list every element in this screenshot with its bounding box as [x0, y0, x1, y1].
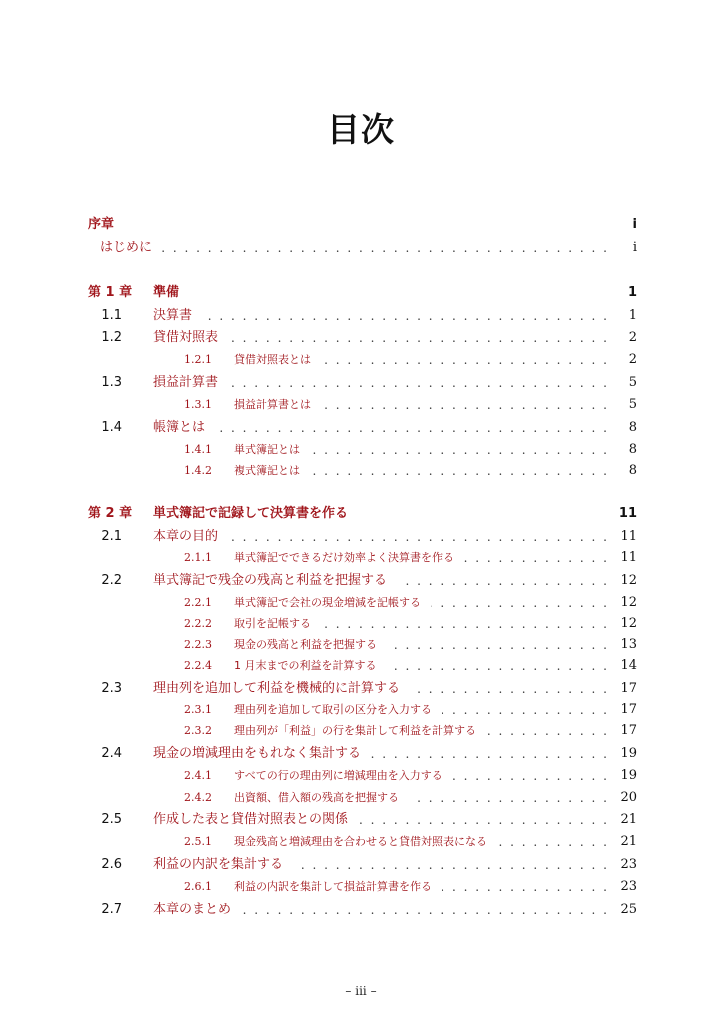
toc-entry-label: 単式簿記でできるだけ効率よく決算書を作る: [234, 551, 454, 564]
toc-dot-leader: [397, 571, 607, 591]
toc-entry-label: 本章のまとめ: [153, 902, 232, 917]
toc-entry-label: 決算書: [153, 308, 193, 323]
toc-entry-label: 序章: [88, 217, 115, 232]
toc-entry-label: 損益計算書: [153, 375, 219, 390]
toc-entry-section[interactable]: [0, 418, 722, 438]
toc-dot-leader: [464, 548, 607, 568]
toc-entry-subsection[interactable]: [0, 635, 722, 655]
toc-entry-label: 現金の残高と利益を把握する: [234, 638, 377, 651]
toc-entry-label: はじめに: [100, 240, 153, 255]
toc-entry-label: 単式簿記で記録して決算書を作る: [153, 506, 349, 521]
toc-entry-label: 損益計算書とは: [234, 398, 311, 411]
toc-dot-leader: [497, 832, 607, 852]
toc-entry-section[interactable]: [0, 306, 722, 326]
toc-dot-leader: [371, 744, 607, 764]
toc-entry-number: 2.3.2: [184, 724, 212, 737]
toc-dot-leader: [241, 900, 607, 920]
toc-entry-number: 2.2.1: [184, 596, 212, 609]
toc-entry-label: すべての行の理由列に増減理由を入力する: [234, 769, 443, 782]
toc-entry-number: 1.3: [101, 375, 122, 390]
toc-dot-leader: [387, 656, 607, 676]
toc-dot-leader: [228, 373, 607, 393]
toc-entry-page: 12: [620, 573, 637, 588]
toc-entry-label: 利益の内訳を集計する: [153, 857, 284, 872]
toc-entry-subsection[interactable]: [0, 766, 722, 786]
toc-entry-label: 単式簿記で残金の残高と利益を把握する: [153, 573, 388, 588]
toc-dot-leader: [228, 527, 607, 547]
toc-dot-leader: [162, 238, 607, 258]
toc-entry-section[interactable]: [0, 810, 722, 830]
toc-entry-subsection[interactable]: [0, 593, 722, 613]
toc-entry-number: 2.6: [101, 857, 122, 872]
toc-dot-leader: [310, 440, 607, 460]
toc-dot-leader: [410, 679, 607, 699]
toc-entry-number: 2.4: [101, 746, 122, 761]
toc-entry-number: 2.2: [101, 573, 122, 588]
toc-entry-section[interactable]: [0, 373, 722, 393]
toc-entry-page: 11: [620, 550, 637, 565]
toc-entry-subsection[interactable]: [0, 877, 722, 897]
toc-entry-page: 11: [618, 506, 637, 521]
toc-entry-number: 2.4.2: [184, 791, 212, 804]
toc-entry-page: 1: [628, 308, 637, 323]
toc-dot-leader: [310, 461, 607, 481]
toc-entry-section[interactable]: [0, 328, 722, 348]
toc-dot-leader: [358, 810, 607, 830]
toc-entry-label: 準備: [153, 285, 180, 300]
toc-dot-leader: [321, 395, 607, 415]
toc-entry-page: 11: [620, 529, 637, 544]
toc-entry-section[interactable]: [0, 679, 722, 699]
page-number-footer: – iii –: [345, 984, 377, 998]
toc-entry-number: 1.2.1: [184, 353, 212, 366]
toc-entry-page: 5: [628, 375, 637, 390]
toc-entry-page: 12: [620, 616, 637, 631]
toc-entry-section[interactable]: [0, 855, 722, 875]
toc-entry-section[interactable]: [0, 571, 722, 591]
toc-entry-label: 理由列を追加して利益を機械的に計算する: [153, 681, 401, 696]
toc-entry-page: 8: [628, 420, 637, 435]
toc-entry-subsection[interactable]: [0, 700, 722, 720]
toc-entry-page: 23: [620, 879, 637, 894]
toc-entry-label: 作成した表と貸借対照表との関係: [153, 812, 349, 827]
toc-entry-subsection[interactable]: [0, 832, 722, 852]
toc-entry-page: 25: [620, 902, 637, 917]
toc-entry-subsection[interactable]: [0, 614, 722, 634]
toc-entry-page: i: [632, 240, 637, 255]
toc-entry-number: 1.4.1: [184, 443, 212, 456]
toc-entry-number: 2.2.3: [184, 638, 212, 651]
toc-dot-leader: [453, 766, 607, 786]
toc-entry-page: 20: [620, 790, 637, 805]
toc-dot-leader: [486, 721, 607, 741]
toc-entry-label: 貸借対照表: [153, 330, 219, 345]
toc-entry-label: 単式簿記とは: [234, 443, 300, 456]
toc-entry-section[interactable]: [0, 238, 722, 258]
toc-entry-page: 2: [628, 330, 637, 345]
toc-entry-subsection[interactable]: [0, 721, 722, 741]
toc-entry-page: 17: [620, 723, 637, 738]
toc-dot-leader: [321, 614, 607, 634]
toc-entry-subsection[interactable]: [0, 548, 722, 568]
toc-entry-number: 2.4.1: [184, 769, 212, 782]
toc-entry-page: 5: [628, 397, 637, 412]
toc-entry-number: 第 1 章: [88, 285, 133, 300]
toc-entry-number: 1.3.1: [184, 398, 212, 411]
toc-entry-number: 2.1: [101, 529, 122, 544]
toc-dot-leader: [387, 635, 607, 655]
toc-entry-page: i: [632, 217, 637, 232]
toc-entry-page: 21: [620, 834, 637, 849]
toc-entry-subsection[interactable]: [0, 395, 722, 415]
toc-entry-subsection[interactable]: [0, 350, 722, 370]
toc-entry-subsection[interactable]: [0, 461, 722, 481]
toc-entry-label: 取引を記帳する: [234, 617, 311, 630]
toc-entry-page: 13: [620, 637, 637, 652]
toc-entry-label: 現金残高と増減理由を合わせると貸借対照表になる: [234, 835, 487, 848]
page-title: 目次: [327, 110, 395, 149]
toc-entry-page: 2: [628, 352, 637, 367]
toc-entry-number: 2.1.1: [184, 551, 212, 564]
toc-entry-label: 理由列を追加して取引の区分を入力する: [234, 703, 432, 716]
toc-entry-page: 14: [620, 658, 637, 673]
toc-entry-page: 1: [627, 285, 637, 300]
toc-entry-label: 単式簿記で会社の現金増減を記帳する: [234, 596, 421, 609]
toc-entry-page: 12: [620, 595, 637, 610]
toc-entry-number: 2.5.1: [184, 835, 212, 848]
toc-entry-label: 貸借対照表とは: [234, 353, 311, 366]
toc-dot-leader: [409, 788, 607, 808]
toc-entry-label: 複式簿記とは: [234, 464, 300, 477]
toc-dot-leader: [215, 418, 607, 438]
toc-entry-page: 17: [620, 681, 637, 696]
toc-entry-number: 第 2 章: [88, 506, 133, 521]
toc-entry-label: 帳簿とは: [153, 420, 206, 435]
toc-entry-number: 1.4: [101, 420, 122, 435]
toc-entry-page: 23: [620, 857, 637, 872]
toc-entry-number: 2.3.1: [184, 703, 212, 716]
toc-entry-number: 1.1: [101, 308, 122, 323]
toc-entry-label: 出資額、借入額の残高を把握する: [234, 791, 399, 804]
toc-dot-leader: [228, 328, 607, 348]
toc-entry-label: 理由列が「利益」の行を集計して利益を計算する: [234, 724, 476, 737]
toc-entry-page: 8: [628, 463, 637, 478]
toc-entry-number: 1.2: [101, 330, 122, 345]
toc-entry-number: 2.2.4: [184, 659, 212, 672]
toc-entry-chapter[interactable]: [0, 215, 722, 235]
toc-dot-leader: [442, 700, 607, 720]
toc-entry-number: 2.3: [101, 681, 122, 696]
toc-entry-page: 8: [628, 442, 637, 457]
toc-entry-page: 19: [620, 746, 637, 761]
toc-entry-number: 2.2.2: [184, 617, 212, 630]
toc-dot-leader: [431, 593, 607, 613]
toc-entry-subsection[interactable]: [0, 788, 722, 808]
toc-dot-leader: [293, 855, 607, 875]
toc-entry-number: 2.6.1: [184, 880, 212, 893]
toc-entry-page: 21: [620, 812, 637, 827]
toc-entry-number: 2.7: [101, 902, 122, 917]
toc-entry-number: 1.4.2: [184, 464, 212, 477]
toc-entry-label: 利益の内訳を集計して損益計算書を作る: [234, 880, 432, 893]
toc-entry-label: 現金の増減理由をもれなく集計する: [153, 746, 362, 761]
toc-entry-section[interactable]: [0, 900, 722, 920]
toc-entry-section[interactable]: [0, 527, 722, 547]
toc-entry-page: 17: [620, 702, 637, 717]
toc-entry-subsection[interactable]: [0, 656, 722, 676]
toc-dot-leader: [321, 350, 607, 370]
toc-entry-subsection[interactable]: [0, 440, 722, 460]
toc-entry-chapter[interactable]: [0, 504, 722, 524]
toc-entry-section[interactable]: [0, 744, 722, 764]
toc-entry-label: 1 月末までの利益を計算する: [234, 659, 377, 672]
toc-dot-leader: [442, 877, 607, 897]
toc-entry-label: 本章の目的: [153, 529, 219, 544]
toc-entry-chapter[interactable]: [0, 283, 722, 303]
toc-entry-page: 19: [620, 768, 637, 783]
toc-entry-number: 2.5: [101, 812, 122, 827]
toc-dot-leader: [202, 306, 607, 326]
